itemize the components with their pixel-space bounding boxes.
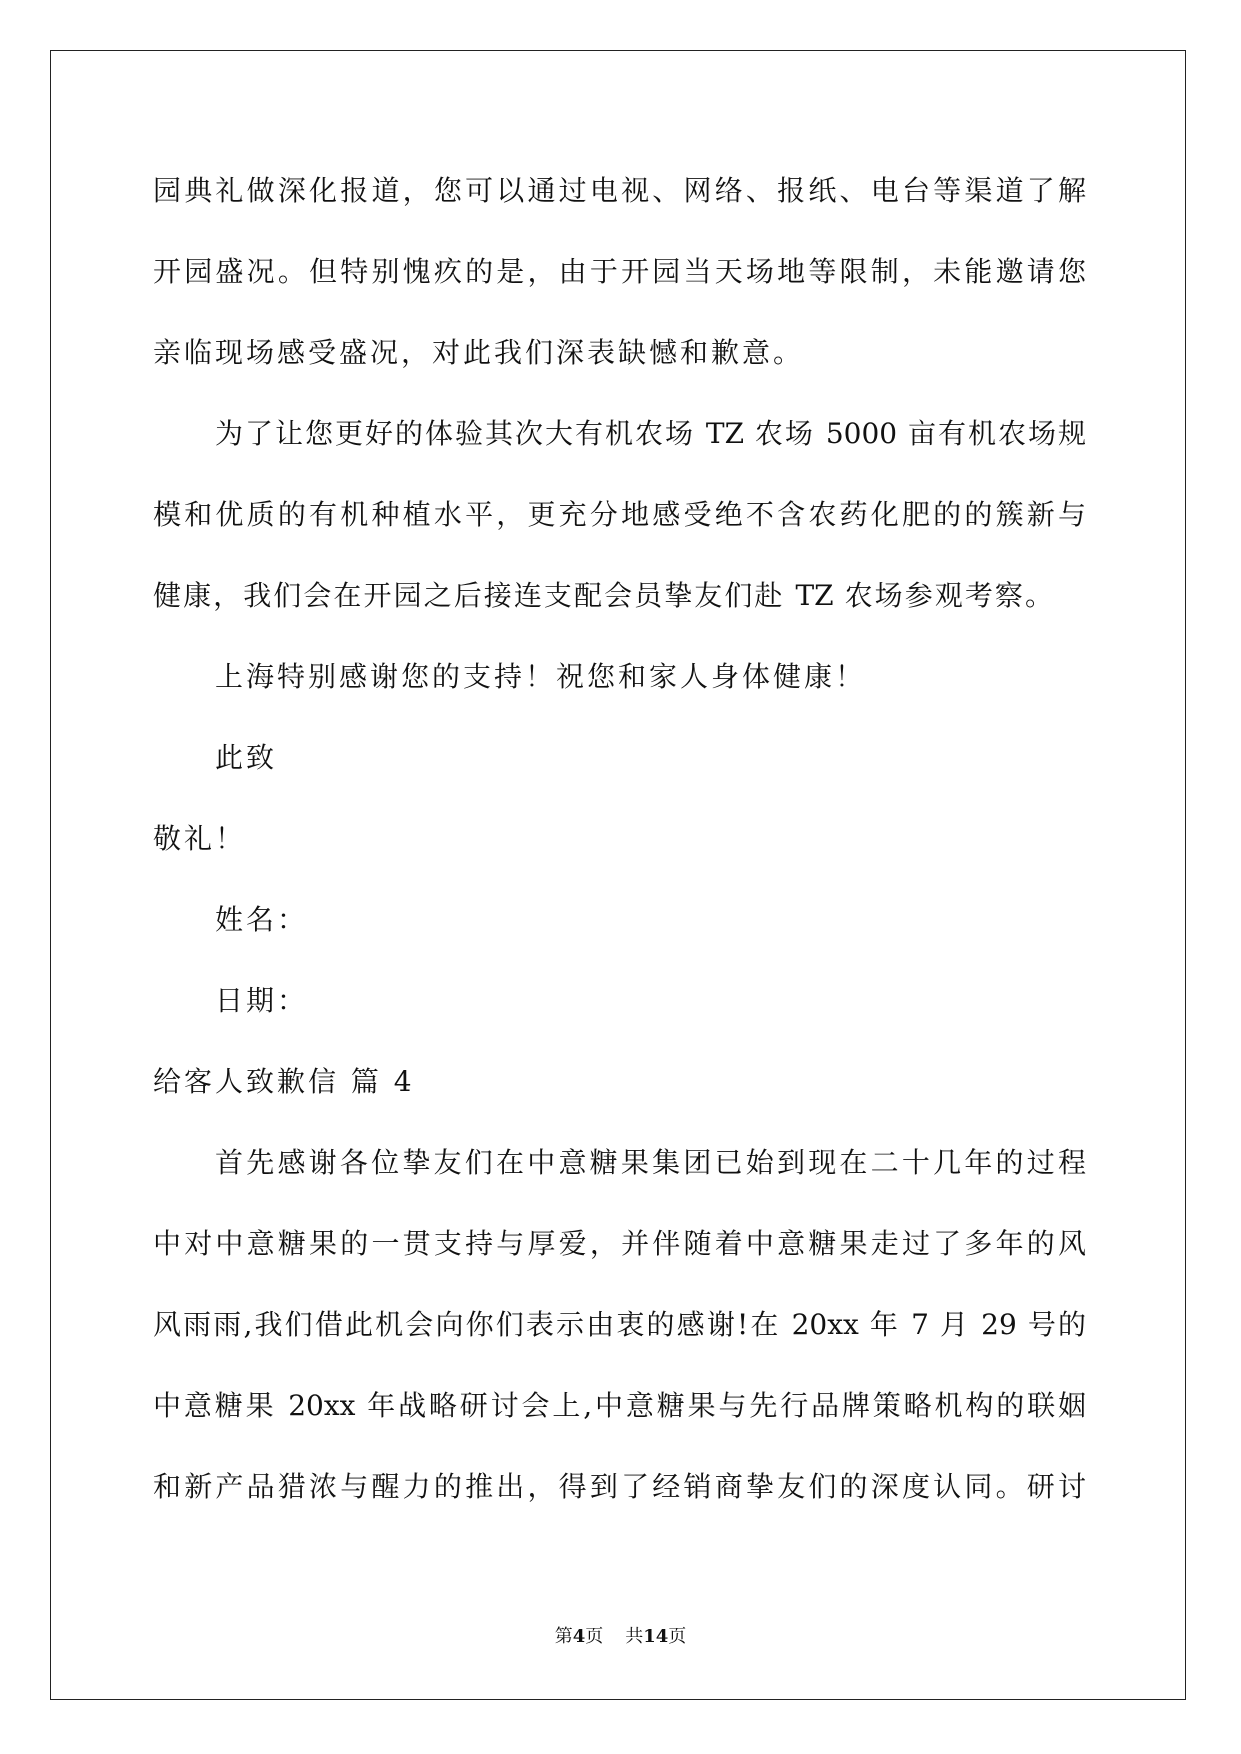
text-line: 园典礼做深化报道，您可以通过电视、网络、报纸、电台等渠道了解 xyxy=(153,174,1086,207)
text-line: 中对中意糖果的一贯支持与厚爱，并伴随着中意糖果走过了多年的风 xyxy=(153,1227,1086,1260)
date-label: 日期： xyxy=(215,984,309,1017)
name-label: 姓名： xyxy=(215,903,309,936)
text-line: 和新产品猎浓与醒力的推出，得到了经销商挚友们的深度认同。研讨 xyxy=(153,1470,1086,1503)
total-pages: 14 xyxy=(643,1626,669,1647)
text-line: 中意糖果 20xx 年战略研讨会上,中意糖果与先行品牌策略机构的联姻 xyxy=(153,1389,1086,1422)
salutation: 敬礼！ xyxy=(153,822,247,855)
text-line: 开园盛况。但特别愧疚的是，由于开园当天场地等限制，未能邀请您 xyxy=(153,255,1086,288)
page-footer xyxy=(0,1622,1241,1652)
text-line: 为了让您更好的体验其次大有机农场 TZ 农场 5000 亩有机农场规 xyxy=(215,417,1086,450)
page-suffix: 页 xyxy=(585,1626,604,1647)
page-prefix: 第 xyxy=(554,1626,573,1647)
text-line: 健康，我们会在开园之后接连支配会员挚友们赴 TZ 农场参观考察。 xyxy=(153,579,1053,612)
section-heading: 给客人致歉信 篇 4 xyxy=(153,1065,415,1098)
total-suffix: 页 xyxy=(668,1626,687,1647)
text-line: 模和优质的有机种植水平，更充分地感受绝不含农药化肥的的簇新与 xyxy=(153,498,1086,531)
text-line: 亲临现场感受盛况，对此我们深表缺憾和歉意。 xyxy=(153,336,805,369)
closing-phrase: 此致 xyxy=(215,741,278,774)
thanks-paragraph: 上海特别感谢您的支持！祝您和家人身体健康！ xyxy=(215,660,867,693)
document-body xyxy=(153,150,1086,1527)
total-prefix: 共 xyxy=(625,1626,644,1647)
text-line: 风雨雨,我们借此机会向你们表示由衷的感谢!在 20xx 年 7 月 29 号的 xyxy=(153,1308,1086,1341)
page-number: 4 xyxy=(572,1626,586,1647)
text-line: 首先感谢各位挚友们在中意糖果集团已始到现在二十几年的过程 xyxy=(215,1146,1086,1179)
